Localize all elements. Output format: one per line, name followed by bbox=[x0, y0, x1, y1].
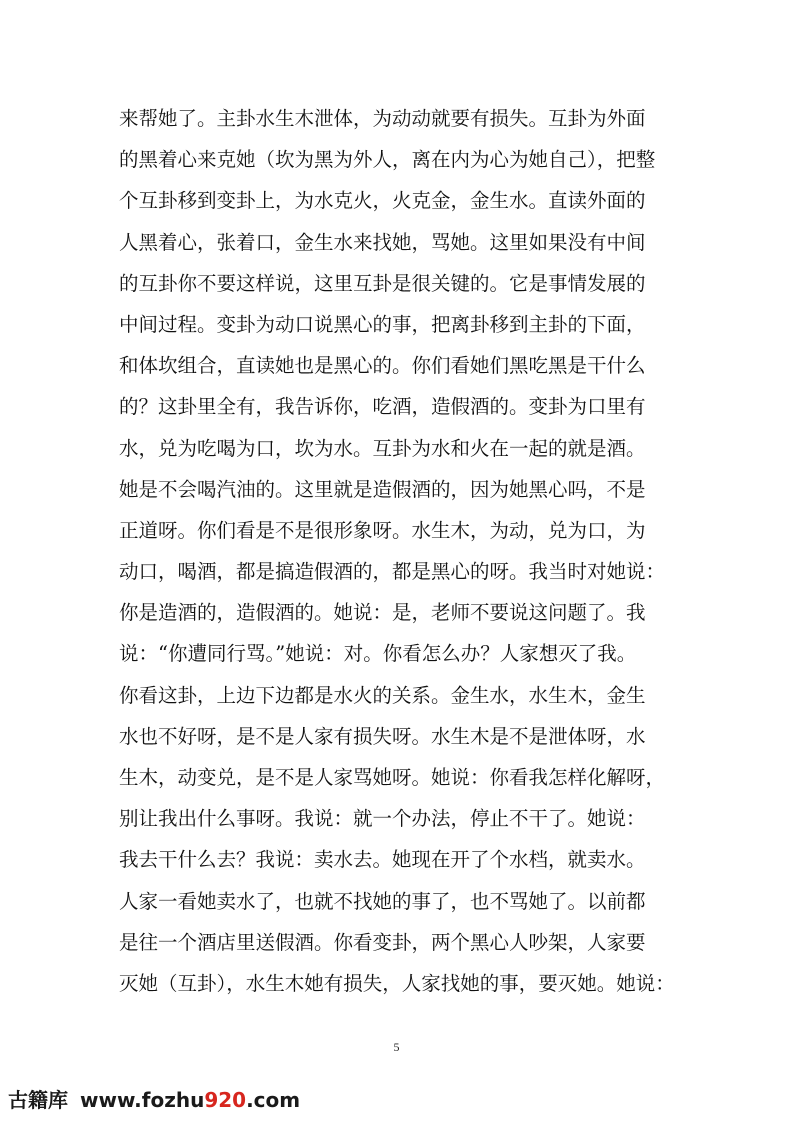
text-line: 的互卦你不要这样说，这里互卦是很关键的。它是事情发展的 bbox=[119, 271, 646, 295]
text-line: 是往一个酒店里送假酒。你看变卦，两个黑心人吵架，人家要 bbox=[119, 930, 646, 954]
watermark-site-name: 古籍库 bbox=[8, 1088, 68, 1112]
text-line: 的？这卦里全有，我告诉你，吃酒，造假酒的。变卦为口里有 bbox=[119, 395, 646, 419]
text-line: 灭她（互卦），水生木她有损失，人家找她的事，要灭她。她说： bbox=[119, 971, 675, 995]
watermark-url-prefix: www.fozhu bbox=[80, 1088, 205, 1112]
text-line: 个互卦移到变卦上，为水克火，火克金，金生水。直读外面的 bbox=[119, 189, 646, 213]
watermark-url-suffix: .com bbox=[246, 1088, 301, 1112]
text-line: 和体坎组合，直读她也是黑心的。你们看她们黑吃黑是干什么 bbox=[119, 354, 646, 378]
footer-watermark bbox=[8, 1087, 300, 1113]
text-line: 说：“你遭同行骂。”她说：对。你看怎么办？人家想灭了我。 bbox=[119, 642, 637, 666]
text-line: 生木，动变兑，是不是人家骂她呀。她说：你看我怎样化解呀， bbox=[119, 766, 666, 789]
text-line: 中间过程。变卦为动口说黑心的事，把离卦移到主卦的下面， bbox=[119, 312, 646, 336]
text-line: 水也不好呀，是不是人家有损失呀。水生木是不是泄体呀，水 bbox=[119, 724, 646, 748]
text-line: 来帮她了。主卦水生木泄体，为动动就要有损失。互卦为外面 bbox=[119, 107, 646, 130]
watermark-url-accent: 920 bbox=[204, 1088, 247, 1112]
text-line: 人黑着心，张着口，金生水来找她，骂她。这里如果没有中间 bbox=[119, 230, 646, 254]
text-line: 正道呀。你们看是不是很形象呀。水生木，为动，兑为口，为 bbox=[119, 518, 646, 542]
page-number: 5 bbox=[393, 1040, 400, 1054]
text-line: 动口，喝酒，都是搞造假酒的，都是黑心的呀。我当时对她说： bbox=[119, 560, 666, 584]
text-line: 别让我出什么事呀。我说：就一个办法，停止不干了。她说： bbox=[119, 807, 646, 831]
document-body bbox=[119, 98, 689, 1004]
text-line: 水，兑为吃喝为口，坎为水。互卦为水和火在一起的就是酒。 bbox=[119, 436, 646, 460]
text-line: 的黑着心来克她（坎为黑为外人，离在内为心为她自己），把整 bbox=[119, 148, 656, 172]
text-line: 我去干什么去？我说：卖水去。她现在开了个水档，就卖水。 bbox=[119, 848, 646, 872]
text-line: 人家一看她卖水了，也就不找她的事了，也不骂她了。以前都 bbox=[119, 889, 646, 913]
text-line: 你是造酒的，造假酒的。她说：是，老师不要说这问题了。我 bbox=[119, 601, 646, 625]
text-line: 你看这卦，上边下边都是水火的关系。金生水，水生木，金生 bbox=[119, 683, 646, 707]
text-line: 她是不会喝汽油的。这里就是造假酒的，因为她黑心吗，不是 bbox=[119, 477, 646, 501]
